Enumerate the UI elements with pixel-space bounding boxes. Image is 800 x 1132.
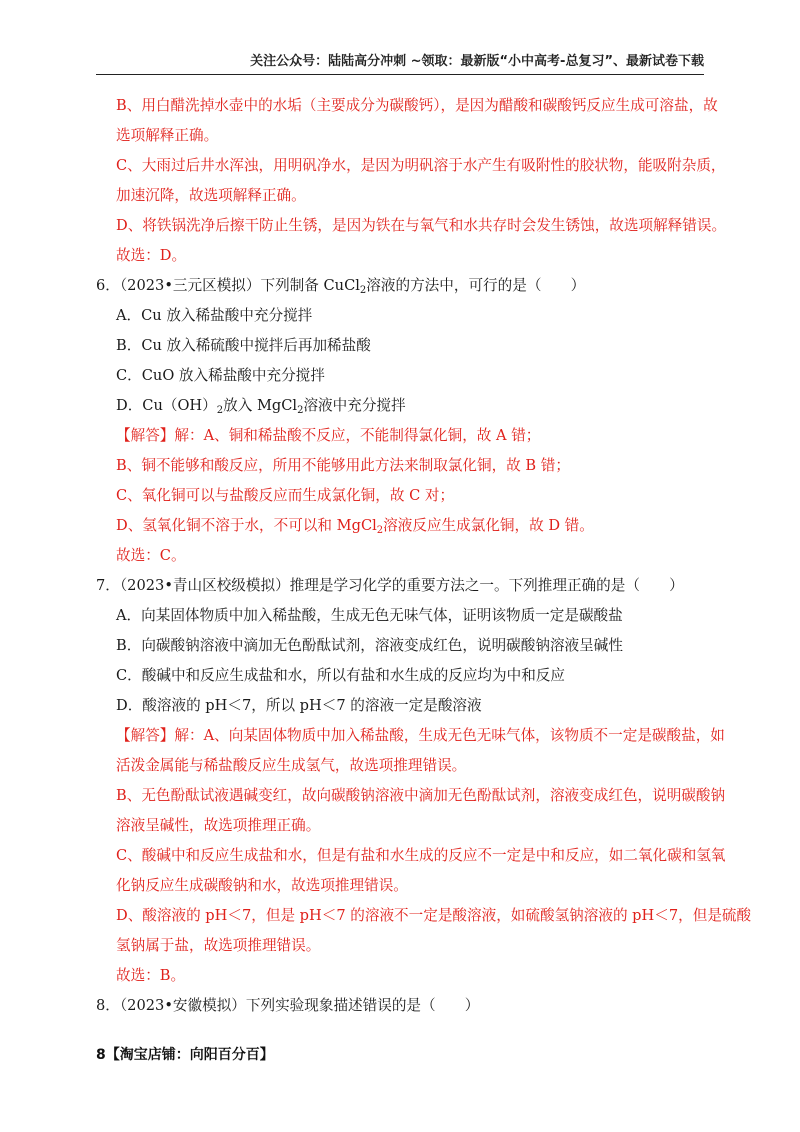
question-7-stem: 7．（2023•青山区校级模拟）推理是学习化学的重要方法之一。下列推理正确的是（ ） — [96, 577, 684, 594]
q7-answer-line: 【解答】解：A、向某固体物质中加入稀盐酸，生成无色无味气体，该物质不一定是碳酸盐，如 — [116, 727, 725, 744]
q6-option-b: B．Cu 放入稀硫酸中搅拌后再加稀盐酸 — [116, 337, 371, 354]
q6-answer-choice: 故选：C。 — [116, 547, 186, 564]
answer-line: D、将铁锅洗净后擦干防止生锈，是因为铁在与氧气和水共存时会发生锈蚀，故选项解释错误。 — [116, 217, 727, 234]
q7-answer-line: 氢钠属于盐，故选项推理错误。 — [116, 937, 321, 954]
q6-answer-line: D、氢氧化铜不溶于水，不可以和 MgCl$_2$溶液反应生成氯化铜，故 D 错。 — [116, 517, 594, 536]
q7-option-c: C．酸碱中和反应生成盐和水，所以有盐和水生成的反应均为中和反应 — [116, 667, 565, 684]
q6-option-a: A．Cu 放入稀盐酸中充分搅拌 — [116, 307, 313, 324]
answer-line: 加速沉降，故选项解释正确。 — [116, 187, 306, 204]
header-text: 关注公众号：陆陆高分冲刺 ~领取：最新版“小中高考-总复习”、最新试卷下载 — [250, 54, 704, 69]
answer-choice: 故选：D。 — [116, 247, 187, 264]
answer-line: 选项解释正确。 — [116, 127, 219, 144]
q7-answer-choice: 故选：B。 — [116, 967, 186, 984]
q7-answer-line: B、无色酚酞试液遇碱变红，故向碳酸钠溶液中滴加无色酚酞试剂，溶液变成红色，说明碳酸钠 — [116, 787, 726, 804]
q7-option-b: B．向碳酸钠溶液中滴加无色酚酞试剂，溶液变成红色，说明碳酸钠溶液呈碱性 — [116, 637, 623, 654]
question-6-stem: 6．（2023•三元区模拟）下列制备 CuCl$_2$溶液的方法中，可行的是（ ） — [96, 277, 586, 296]
q7-answer-line: 溶液呈碱性，故选项推理正确。 — [116, 817, 321, 834]
page-header — [96, 50, 704, 75]
q6-answer-line: B、铜不能够和酸反应，所用不能够用此方法来制取氯化铜，故 B 错； — [116, 457, 570, 474]
q6-option-c: C．CuO 放入稀盐酸中充分搅拌 — [116, 367, 325, 384]
answer-line: B、用白醋洗掉水壶中的水垢（主要成分为碳酸钙），是因为醋酸和碳酸钙反应生成可溶盐，故 — [116, 97, 718, 114]
answer-line: C、大雨过后井水浑浊，用明矾净水，是因为明矾溶于水产生有吸附性的胶状物，能吸附杂质， — [116, 157, 726, 174]
q7-option-a: A．向某固体物质中加入稀盐酸，生成无色无味气体，证明该物质一定是碳酸盐 — [116, 607, 623, 624]
q7-option-d: D．酸溶液的 pH＜7，所以 pH＜7 的溶液一定是酸溶液 — [116, 697, 482, 714]
question-8-stem: 8．（2023•安徽模拟）下列实验现象描述错误的是（ ） — [96, 997, 480, 1014]
page-footer: 8【淘宝店铺：向阳百分百】 — [96, 1047, 274, 1063]
q6-answer-line: C、氧化铜可以与盐酸反应而生成氯化铜，故 C 对； — [116, 487, 455, 504]
q7-answer-line: C、酸碱中和反应生成盐和水，但是有盐和水生成的反应不一定是中和反应，如二氧化碳和氢氧 — [116, 847, 726, 864]
q7-answer-line: 活泼金属能与稀盐酸反应生成氢气，故选项推理错误。 — [116, 757, 467, 774]
q6-option-d: D．$Cu(OH)_2$放入 MgCl$_2$溶液中充分搅拌 — [116, 397, 406, 416]
q6-answer-line: 【解答】解：A、铜和稀盐酸不反应，不能制得氯化铜，故 A 错； — [116, 427, 541, 444]
q7-answer-line: 化钠反应生成碳酸钠和水，故选项推理错误。 — [116, 877, 408, 894]
q7-answer-line: D、酸溶液的 pH＜7，但是 pH＜7 的溶液不一定是酸溶液，如硫酸氢钠溶液的 pH＜7，但是硫酸 — [116, 907, 752, 924]
